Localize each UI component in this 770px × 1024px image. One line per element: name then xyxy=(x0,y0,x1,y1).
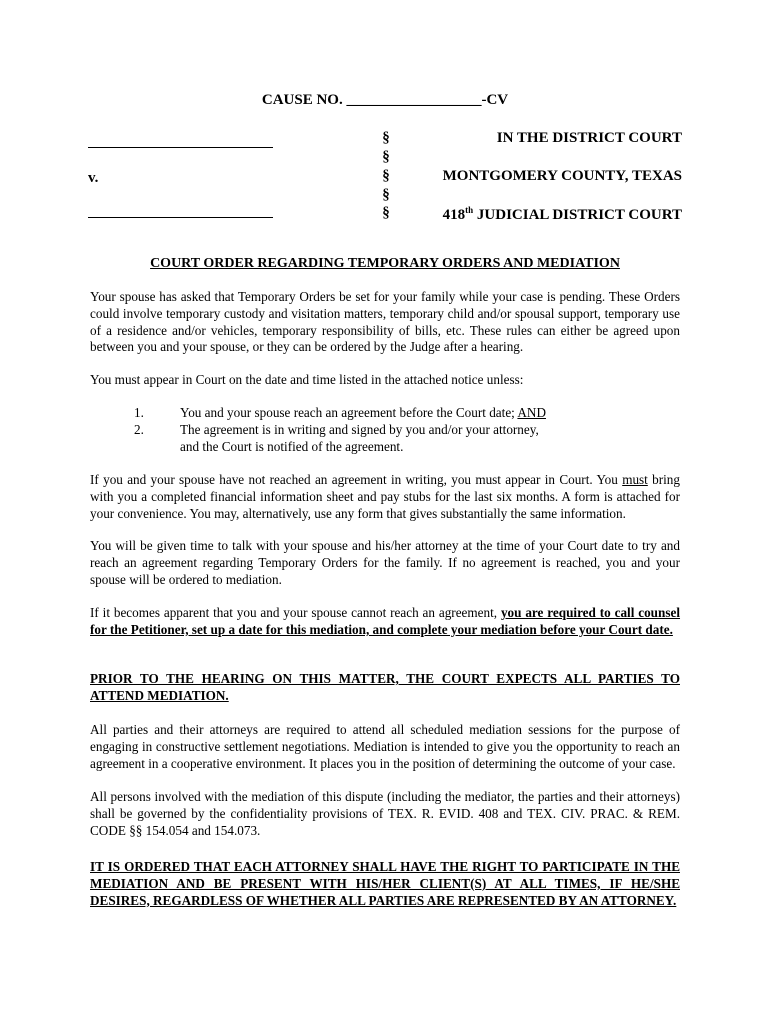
cause-number: CAUSE NO. __________________-CV xyxy=(261,92,509,108)
district-number: 418 xyxy=(442,207,466,223)
respondent-blank-line xyxy=(88,216,273,218)
court-county: MONTGOMERY COUNTY, TEXAS xyxy=(442,168,682,184)
section-symbol: § xyxy=(382,149,390,165)
paragraph-financial-information xyxy=(90,472,680,522)
p3-text-a: If you and your spouse have not reached an agreement in writing, you must appear in Court. You xyxy=(90,472,623,487)
section-symbol: § xyxy=(382,168,390,184)
list-number: 2. xyxy=(134,422,144,437)
p3-text-b: bring with you a completed financial information sheet and pay stubs for the last six months. A form is attached for your convenience. You may, alternatively, use any form that gives substantially the same information. xyxy=(90,472,680,521)
order-title: COURT ORDER REGARDING TEMPORARY ORDERS AND MEDIATION xyxy=(150,256,620,271)
paragraph-temporary-orders: Your spouse has asked that Temporary Orders be set for your family while your case is pending. These Orders could involve temporary custody and visitation matters, temporary child and/or spousal support, temporary use of a residence and/or vehicles, temporary responsibility of bills, etc. These rules can either be agreed upon between you and your spouse, or they can be ordered by the Judge after a hearing. xyxy=(90,289,680,355)
list-number: 1. xyxy=(134,405,144,420)
case-caption xyxy=(88,130,682,226)
p5-text-b: you are required to call counsel for the Petitioner, set up a date for this mediation, and complete your mediation before your Court date. xyxy=(90,605,681,637)
court-name: IN THE DISTRICT COURT xyxy=(496,130,682,146)
paragraph-mediation-requirement xyxy=(90,605,680,639)
section-symbol: § xyxy=(382,205,390,221)
court-district xyxy=(443,205,682,224)
paragraph-appear-in-court: You must appear in Court on the date and time listed in the attached notice unless: xyxy=(90,372,524,387)
p3-must: must xyxy=(622,472,648,487)
petitioner-blank-line xyxy=(88,146,273,148)
list-text-main: You and your spouse reach an agreement before the Court date; xyxy=(180,405,518,420)
list-text xyxy=(180,405,600,422)
list-text-and: AND xyxy=(517,405,546,420)
section-symbol: § xyxy=(382,187,390,203)
p5-text-a: If it becomes apparent that you and your spouse cannot reach an agreement, xyxy=(90,605,501,620)
paragraph-attend-sessions: All parties and their attorneys are required to attend all scheduled mediation sessions for the purpose of engaging in constructive settlement negotiations. Mediation is intended to give you the opportunity to reach an agreement in a cooperative environment. It places you in the position of determining the outcome of your case. xyxy=(90,722,680,771)
paragraph-court-expects-mediation: PRIOR TO THE HEARING ON THIS MATTER, THE COURT EXPECTS ALL PARTIES TO ATTEND MEDIATION. xyxy=(90,671,680,703)
paragraph-attorney-right: IT IS ORDERED THAT EACH ATTORNEY SHALL HAVE THE RIGHT TO PARTICIPATE IN THE MEDIATION AND BE PRESENT WITH HIS/HER CLIENT(S) AT ALL TIMES, IF HE/SHE DESIRES, REGARDLESS OF WHETHER ALL PARTIES ARE REPRESENTED BY AN ATTORNEY. xyxy=(90,859,680,908)
district-ordinal: th xyxy=(465,205,474,215)
section-symbol: § xyxy=(382,130,390,146)
paragraph-time-to-talk: You will be given time to talk with your spouse and his/her attorney at the time of your Court date to try and reach an agreement regarding Temporary Orders for the family. If no agreement is reached, you and your spouse will be ordered to mediation. xyxy=(90,538,680,587)
district-label: JUDICIAL DISTRICT COURT xyxy=(473,207,682,223)
paragraph-confidentiality: All persons involved with the mediation of this dispute (including the mediator, the parties and their attorneys) shall be governed by the confidentiality provisions of TEX. R. EVID. 408 and TEX. CIV. PRAC. & REM. CODE §§ 154.054 and 154.073. xyxy=(90,789,680,838)
list-text: The agreement is in writing and signed by you and/or your attorney, and the Court is notified of the agreement. xyxy=(180,422,539,454)
versus-label: v. xyxy=(88,170,99,186)
